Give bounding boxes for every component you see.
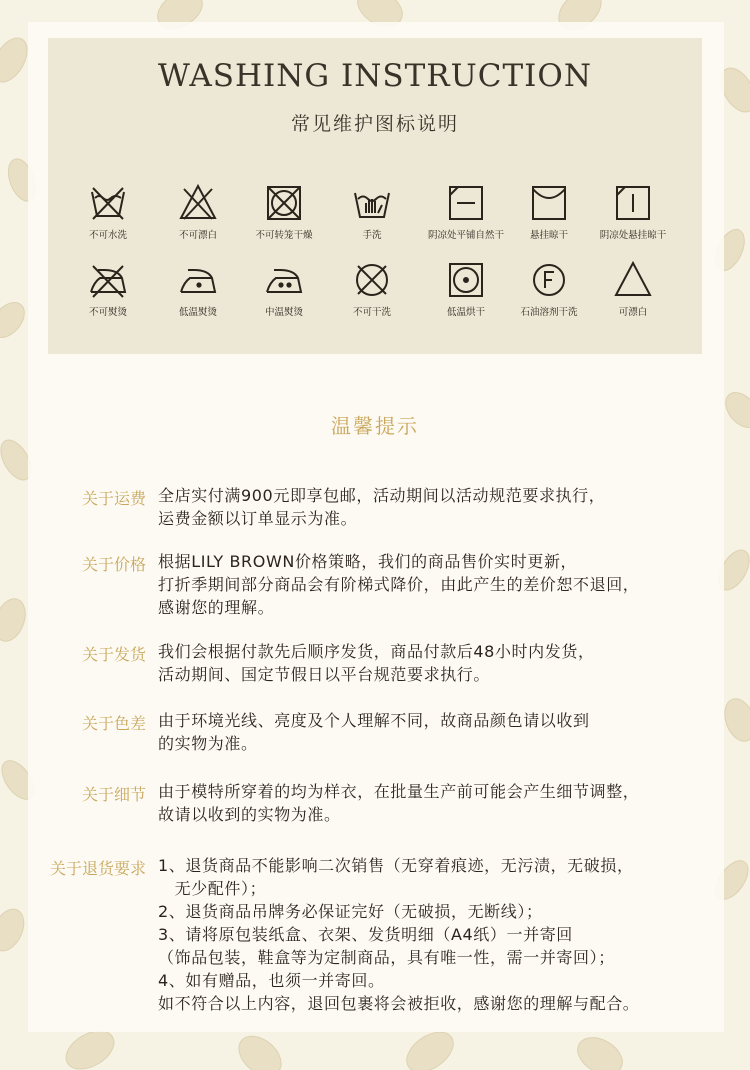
icon-item xyxy=(152,260,244,318)
icon-label: 不可漂白 xyxy=(178,230,217,241)
washing-subtitle: 常见维护图标说明 xyxy=(290,113,459,135)
icon-item xyxy=(326,183,418,241)
icon-label: 阴凉处平铺自然干 xyxy=(427,230,504,241)
petroleum-dry-clean-icon xyxy=(529,260,569,300)
washing-title: WASHING INSTRUCTION xyxy=(158,58,592,94)
icon-label: 手洗 xyxy=(362,230,382,241)
icon-item xyxy=(62,183,154,241)
note-line: 我们会根据付款先后顺序发货，商品付款后48小时内发货， xyxy=(158,642,595,661)
icon-label: 低温熨烫 xyxy=(178,307,217,318)
no-dry-clean-icon xyxy=(352,260,392,300)
note-label-price: 关于价格 xyxy=(81,555,146,574)
note-line: 由于环境光线、亮度及个人理解不同，故商品颜色请以收到 xyxy=(158,711,590,730)
icon-label: 中温熨烫 xyxy=(264,307,303,318)
low-tumble-dry-icon xyxy=(446,260,486,300)
note-text-color xyxy=(158,709,718,755)
note-label-shipping: 关于运费 xyxy=(81,489,146,508)
note-line: 4、如有赠品，也须一并寄回。 xyxy=(158,971,385,990)
note-text-detail xyxy=(158,780,718,826)
icon-label: 低温烘干 xyxy=(446,307,485,318)
icon-label: 可漂白 xyxy=(618,307,648,318)
icon-item xyxy=(503,183,595,241)
shade-line-dry-icon xyxy=(613,183,653,223)
icon-item xyxy=(62,260,154,318)
note-line: 感谢您的理解。 xyxy=(158,598,275,617)
note-line: 的实物为准。 xyxy=(158,734,258,753)
shade-flat-dry-icon xyxy=(446,183,486,223)
icon-item xyxy=(238,183,330,241)
icon-label: 石油溶剂干洗 xyxy=(520,307,578,318)
note-line: 1、退货商品不能影响二次销售（无穿着痕迹，无污渍，无破损， xyxy=(158,856,634,875)
note-text-returns xyxy=(158,854,718,1015)
note-line: 3、请将原包装纸盒、衣架、发货明细（A4纸）一并寄回 xyxy=(158,925,573,944)
icon-item xyxy=(420,260,512,318)
note-line: 活动期间、国定节假日以平台规范要求执行。 xyxy=(158,665,491,684)
note-line: 如不符合以上内容，退回包裹将会被拒收，感谢您的理解与配合。 xyxy=(158,994,640,1013)
note-line: 由于模特所穿着的均为样衣，在批量生产前可能会产生细节调整， xyxy=(158,782,640,801)
hand-wash-icon xyxy=(352,183,392,223)
icon-label: 悬挂晾干 xyxy=(529,230,568,241)
line-dry-icon xyxy=(529,183,569,223)
note-label-delivery: 关于发货 xyxy=(81,645,146,664)
note-text-price xyxy=(158,550,718,619)
icon-label: 不可转笼干燥 xyxy=(255,230,313,241)
note-line: 根据LILY BROWN价格策略，我们的商品售价实时更新， xyxy=(158,552,578,571)
icon-label: 阴凉处悬挂晾干 xyxy=(599,230,667,241)
tips-title: 温馨提示 xyxy=(331,414,419,438)
icon-label: 不可水洗 xyxy=(88,230,127,241)
icon-item xyxy=(152,183,244,241)
icon-item xyxy=(503,260,595,318)
note-line: 全店实付满900元即享包邮，活动期间以活动规范要求执行， xyxy=(158,486,606,505)
no-bleach-icon xyxy=(178,183,218,223)
no-iron-icon xyxy=(88,260,128,300)
medium-iron-icon xyxy=(264,260,304,300)
note-text-delivery xyxy=(158,640,718,686)
low-iron-icon xyxy=(178,260,218,300)
note-line: （饰品包装，鞋盒等为定制商品，具有唯一性，需一并寄回）； xyxy=(158,948,615,967)
icon-label: 不可熨烫 xyxy=(88,307,127,318)
note-label-detail: 关于细节 xyxy=(81,785,146,804)
no-wash-icon xyxy=(88,183,128,223)
icon-item xyxy=(420,183,512,241)
note-label-color: 关于色差 xyxy=(81,714,146,733)
note-line: 2、退货商品吊牌务必保证完好（无破损，无断线）； xyxy=(158,902,543,921)
no-tumble-dry-icon xyxy=(264,183,304,223)
note-line: 无少配件）； xyxy=(158,879,267,898)
icon-item xyxy=(326,260,418,318)
bleach-allowed-icon xyxy=(613,260,653,300)
icon-label: 不可干洗 xyxy=(352,307,391,318)
icon-item xyxy=(587,183,679,241)
note-line: 打折季期间部分商品会有阶梯式降价，由此产生的差价恕不退回， xyxy=(158,575,640,594)
note-text-shipping xyxy=(158,484,718,530)
icon-item xyxy=(587,260,679,318)
note-label-returns: 关于退货要求 xyxy=(49,859,146,878)
note-line: 故请以收到的实物为准。 xyxy=(158,805,341,824)
icon-item xyxy=(238,260,330,318)
note-line: 运费金额以订单显示为准。 xyxy=(158,509,358,528)
